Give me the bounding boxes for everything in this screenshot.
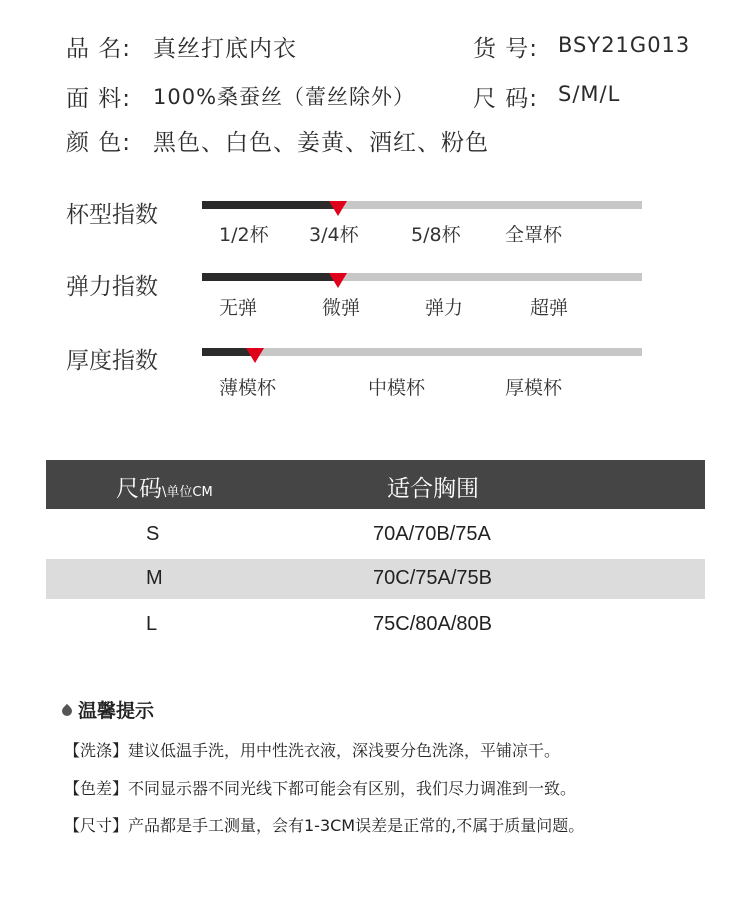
- cup-type-marker: [329, 201, 347, 216]
- row-fit: 75C/80A/80B: [373, 613, 492, 635]
- table-row: [46, 605, 705, 645]
- size-header-unit: \单位CM: [162, 485, 213, 500]
- elasticity-fill: [202, 273, 338, 281]
- cup-type-bar: [202, 201, 642, 209]
- thickness-bar: [202, 348, 642, 356]
- thickness-option-1: 薄模杯: [219, 377, 277, 399]
- size-header-text: 尺码: [116, 476, 162, 502]
- fit-header: 适合胸围: [387, 476, 479, 502]
- elasticity-title: 弹力指数: [66, 274, 158, 300]
- row-fit: 70A/70B/75A: [373, 523, 491, 545]
- tip-size: 【尺寸】产品都是手工测量，会有1-3CM误差是正常的,不属于质量问题。: [64, 816, 585, 835]
- cup-type-title: 杯型指数: [66, 202, 158, 228]
- cup-option-4: 全罩杯: [505, 224, 563, 246]
- elasticity-option-2: 微弹: [322, 297, 361, 319]
- row-size: L: [146, 613, 158, 635]
- elasticity-option-4: 超弹: [530, 297, 569, 319]
- table-row: [46, 515, 705, 555]
- size-table-header: [46, 460, 705, 509]
- cup-option-2: 3/4杯: [309, 224, 359, 246]
- color-label: 颜 色:: [66, 130, 132, 156]
- tips-title: [62, 696, 154, 723]
- sku-label: 货 号:: [473, 36, 539, 62]
- cup-type-fill: [202, 201, 338, 209]
- elasticity-marker: [329, 273, 347, 288]
- water-drop-icon: [60, 704, 74, 718]
- color-value: 黑色、白色、姜黄、酒红、粉色: [153, 130, 489, 156]
- thickness-marker: [246, 348, 264, 363]
- elasticity-option-1: 无弹: [219, 297, 258, 319]
- row-size: M: [146, 567, 163, 589]
- fabric-label: 面 料:: [66, 86, 132, 112]
- elasticity-option-3: 弹力: [425, 297, 464, 319]
- size-header: [116, 470, 213, 503]
- size-label: 尺 码:: [473, 86, 539, 112]
- row-size: S: [146, 523, 160, 545]
- sku-value: BSY21G013: [558, 33, 691, 57]
- fabric-value: 100%桑蚕丝（蕾丝除外）: [153, 85, 416, 109]
- name-value: 真丝打底内衣: [153, 36, 297, 62]
- elasticity-bar: [202, 273, 642, 281]
- thickness-title: 厚度指数: [66, 348, 158, 374]
- thickness-option-3: 厚模杯: [505, 377, 563, 399]
- size-value: S/M/L: [558, 82, 621, 106]
- cup-option-3: 5/8杯: [411, 224, 461, 246]
- cup-option-1: 1/2杯: [219, 224, 269, 246]
- tips-title-text: 温馨提示: [78, 700, 155, 722]
- thickness-option-2: 中模杯: [368, 377, 426, 399]
- name-label: 品 名:: [66, 36, 132, 62]
- table-row: [46, 559, 705, 599]
- tip-color-difference: 【色差】不同显示器不同光线下都可能会有区别，我们尽力调准到一致。: [64, 779, 577, 798]
- row-fit: 70C/75A/75B: [373, 567, 492, 589]
- tip-washing: 【洗涤】建议低温手洗，用中性洗衣液，深浅要分色洗涤，平铺凉干。: [64, 741, 561, 760]
